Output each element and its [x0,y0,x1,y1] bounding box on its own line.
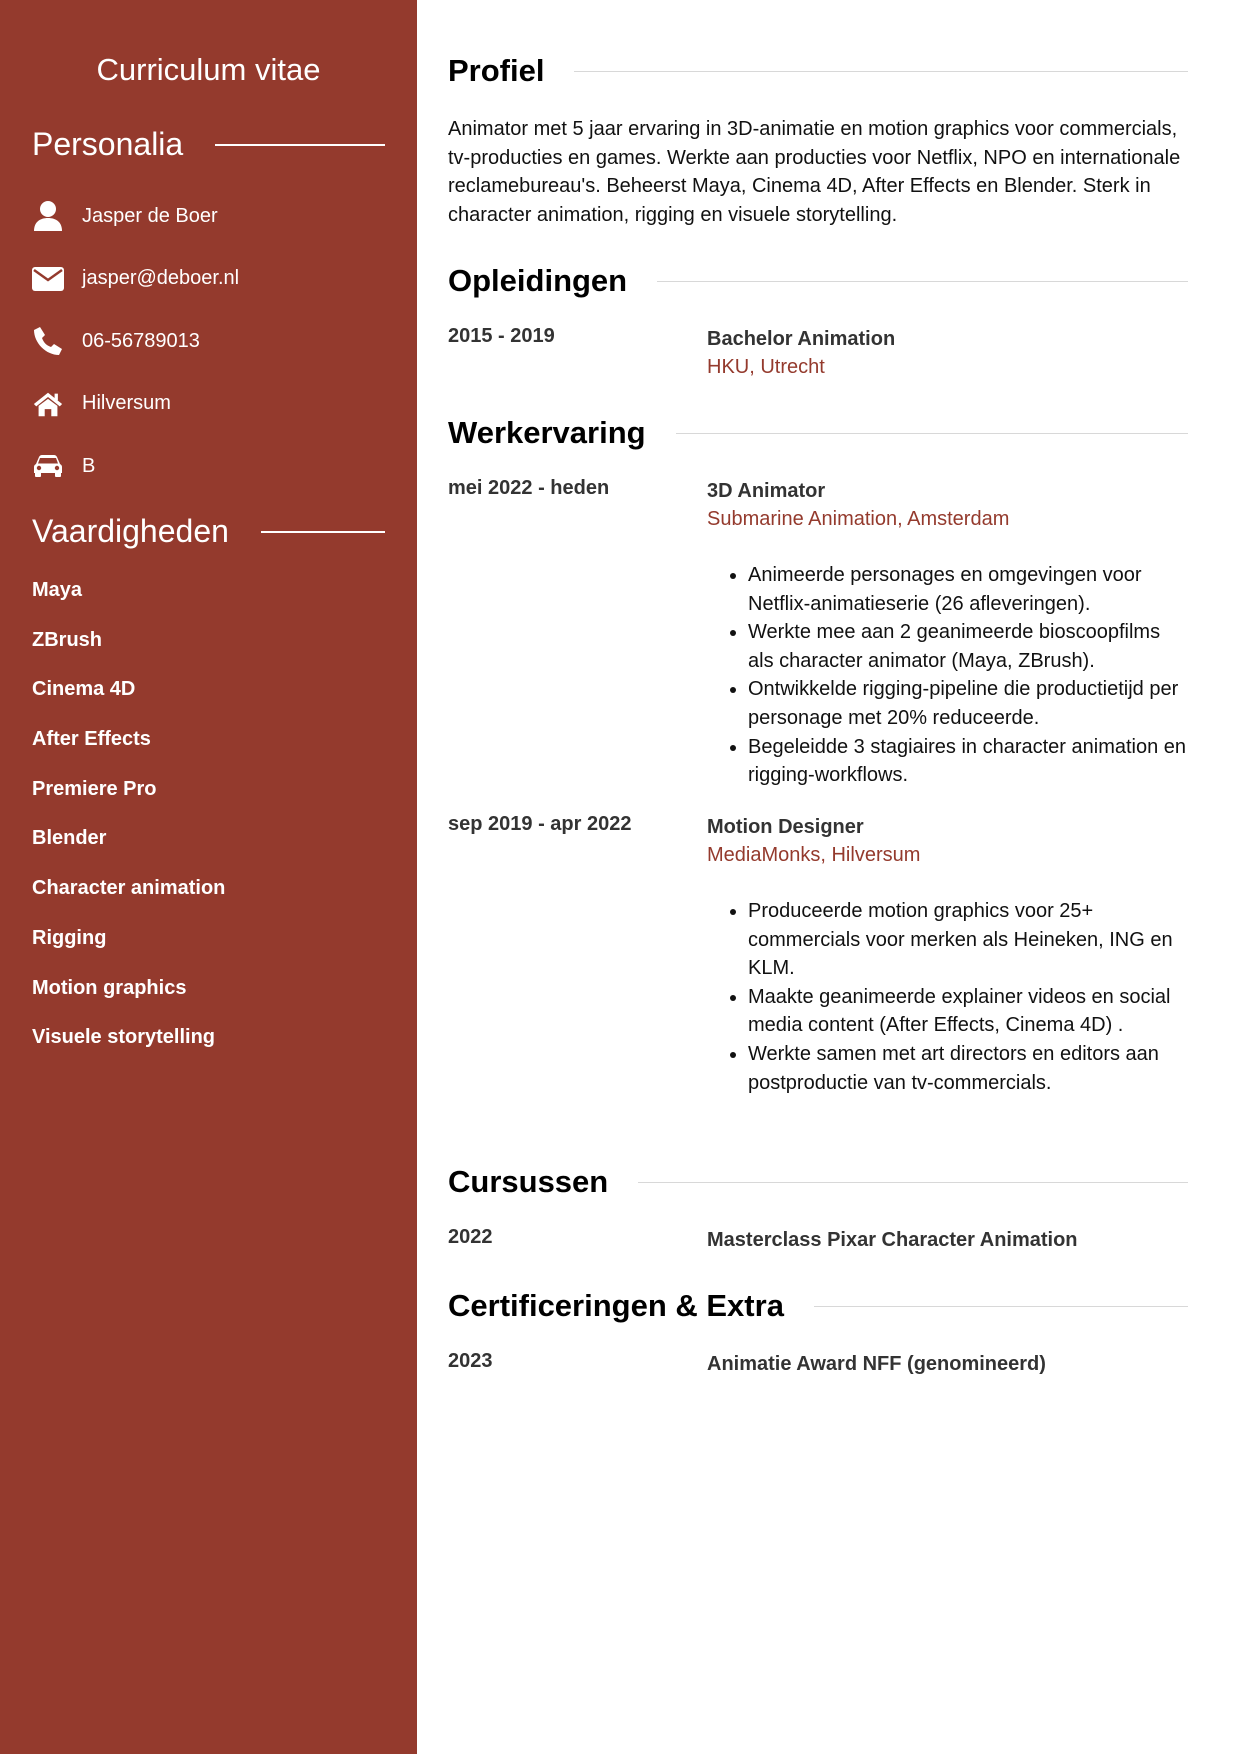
skill-item: Motion graphics [32,976,187,999]
skill-item: Rigging [32,926,107,949]
experience-bullets [707,897,1188,1097]
courses-divider [638,1182,1188,1183]
cv-title: Curriculum vitae [96,52,321,87]
phone-icon [32,325,64,357]
certification-date: 2023 [448,1350,493,1372]
experience-heading-text: Werkervaring [448,415,646,450]
experience-title: Motion Designer [707,816,864,838]
bullet-item: • Animeerde personages en omgevingen voor Netflix-animatieserie (26 afleveringen). [748,561,1188,618]
bullet-item: • Produceerde motion graphics voor 25+ commercials voor merken als Heineken, ING en KLM. [748,897,1188,983]
certification-title: Animatie Award NFF (genomineerd) [707,1353,1046,1375]
experience-heading [448,415,1188,451]
skill-item: ZBrush [32,628,102,651]
bullet-item: • Begeleidde 3 stagiaires in character animation en rigging-workflows. [748,733,1188,790]
certification-body [707,1350,1188,1378]
name-value: Jasper de Boer [82,204,218,227]
education-heading [448,263,1188,299]
user-icon [32,200,64,232]
skill-item: Character animation [32,877,226,900]
skill-item: Cinema 4D [32,678,136,701]
home-icon [32,388,64,420]
personalia-heading [32,126,385,163]
profile-heading-text: Profiel [448,53,545,88]
experience-body [707,813,1188,1097]
personal-license [32,435,239,498]
personalia-heading-text: Personalia [32,126,184,162]
education-date: 2015 - 2019 [448,325,555,347]
certifications-heading-text: Certificeringen & Extra [448,1288,784,1323]
main-content [448,0,1188,1754]
skill-item: Visuele storytelling [32,1026,216,1049]
personal-name [32,185,239,248]
profile-divider [574,71,1188,72]
profile-heading [448,53,1188,89]
skills-heading-text: Vaardigheden [32,513,229,549]
skills-divider [261,531,385,533]
skill-item: After Effects [32,728,151,751]
experience-company: Submarine Animation, Amsterdam [707,508,1010,530]
experience-date: sep 2019 - apr 2022 [448,813,632,835]
bullet-item: • Maakte geanimeerde explainer videos en social media content (After Effects, Cinema 4D) . [748,983,1188,1040]
bullet-item: • Werkte samen met art directors en editors aan postproductie van tv-commercials. [748,1040,1188,1097]
certifications-divider [814,1306,1188,1307]
experience-title: 3D Animator [707,480,826,502]
car-icon [32,450,64,482]
education-divider [657,281,1188,282]
license-value: B [82,454,96,477]
city-value: Hilversum [82,392,171,415]
courses-heading-text: Cursussen [448,1164,609,1199]
bullet-item: • Werkte mee aan 2 geanimeerde bioscoopfilms als character animator (Maya, ZBrush). [748,618,1188,675]
bullet-item: • Ontwikkelde rigging-pipeline die productietijd per personage met 20% reduceerde. [748,675,1188,732]
course-title: Masterclass Pixar Character Animation [707,1229,1078,1251]
education-body [707,325,1188,381]
personalia-divider [215,144,385,146]
courses-heading [448,1164,1188,1200]
course-date: 2022 [448,1226,493,1248]
envelope-icon [32,263,64,295]
skill-item: Maya [32,579,83,601]
skill-item: Blender [32,827,107,850]
education-heading-text: Opleidingen [448,263,628,298]
experience-date: mei 2022 - heden [448,477,610,499]
profile-text: Animator met 5 jaar ervaring in 3D-animatie en motion graphics voor commercials, tv-producties en games. Werkte aan producties voor Netflix, NPO en internationale reclamebureau's. Beheerst Maya, Cinema 4D, After Effects en Blender. Sterk in character animation, rigging en visuele storytelling. [448,118,1181,226]
experience-company: MediaMonks, Hilversum [707,844,921,866]
personal-email [32,248,239,311]
personal-details [32,185,239,498]
education-title: Bachelor Animation [707,328,896,350]
skill-item: Premiere Pro [32,777,157,800]
certifications-heading [448,1288,1188,1324]
personal-city [32,373,239,436]
personal-phone [32,310,239,373]
phone-value: 06-56789013 [82,329,200,352]
education-institution: HKU, Utrecht [707,356,825,378]
skills-list [32,570,225,1067]
sidebar [0,0,417,1754]
email-value: jasper@deboer.nl [82,267,240,290]
skills-heading [32,513,385,550]
experience-body [707,477,1188,790]
experience-divider [676,433,1188,434]
experience-bullets [707,561,1188,790]
course-body [707,1226,1188,1254]
